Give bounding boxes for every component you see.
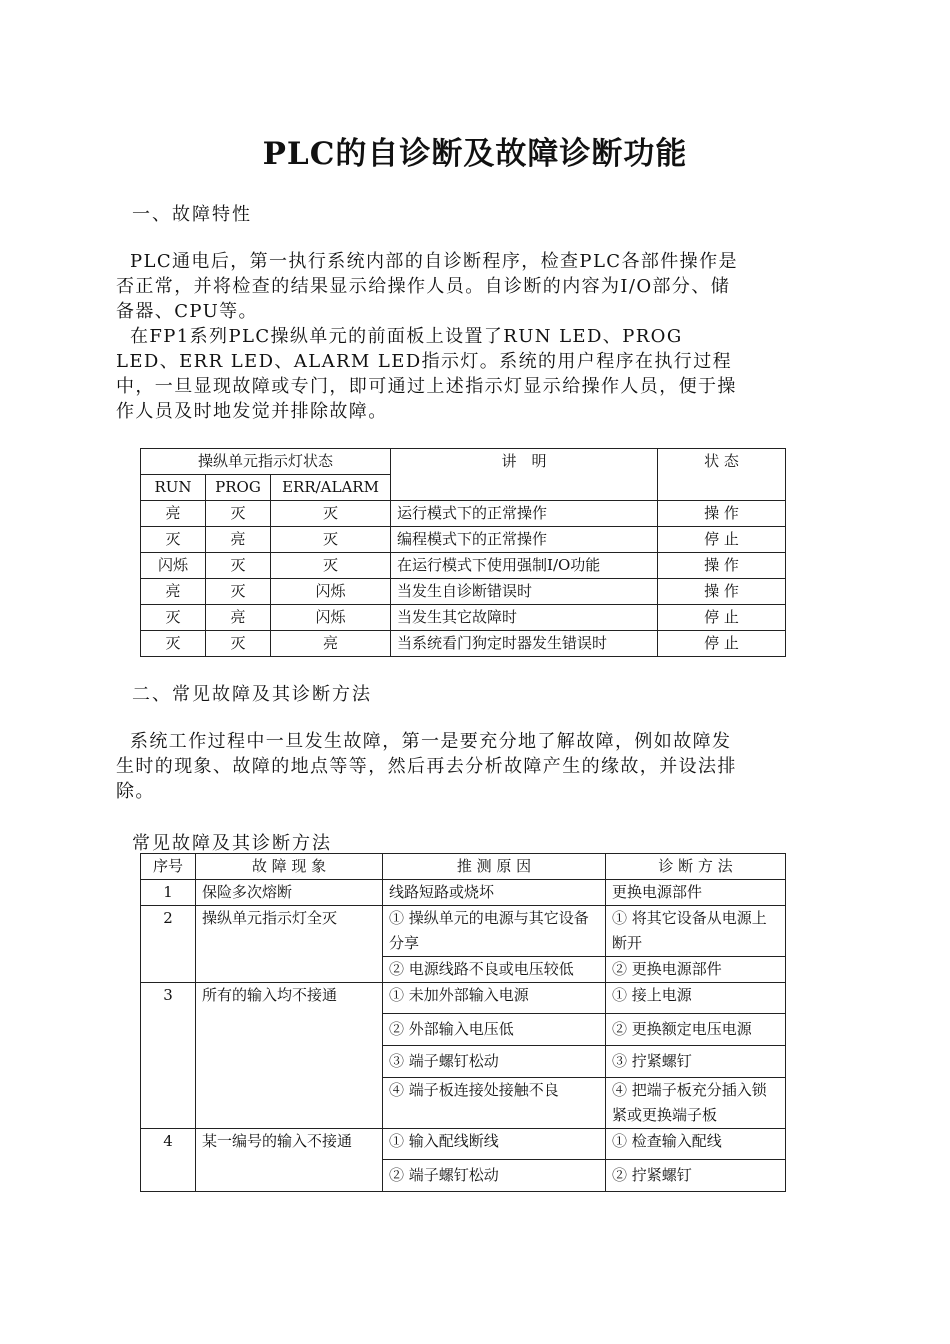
run-header: RUN — [141, 475, 206, 501]
cause-cell: ② 外部输入电压低 — [383, 1014, 606, 1046]
desc-cell: 当发生其它故障时 — [391, 605, 658, 631]
table-row — [141, 631, 786, 657]
paragraph-line: 系统工作过程中一旦发生故障，第一是要充分地了解故障，例如故障发 — [130, 731, 732, 752]
cause-cell: ② 电源线路不良或电压较低 — [383, 957, 606, 983]
cause-cell: ① 未加外部输入电源 — [383, 983, 606, 1014]
paragraph-line: PLC通电后，第一执行系统内部的自诊断程序，检查PLC各部件操作是 — [130, 251, 738, 272]
indicator-status-table — [140, 448, 786, 657]
cause-cell: 线路短路或烧坏 — [383, 880, 606, 906]
method-cell: ② 更换电源部件 — [606, 957, 786, 983]
table-row — [141, 605, 786, 631]
method-cell: ① 检查输入配线 — [606, 1129, 786, 1160]
run-cell: 灭 — [141, 605, 206, 631]
paragraph-line: 生时的现象、故障的地点等等，然后再去分析故障产生的缘故，并设法排 — [116, 756, 737, 777]
method-cell: ① 将其它设备从电源上断开 — [606, 906, 786, 957]
run-cell: 闪烁 — [141, 553, 206, 579]
err-cell: 灭 — [271, 527, 391, 553]
state-header: 状 态 — [658, 449, 786, 501]
method-cell: ② 拧紧螺钉 — [606, 1160, 786, 1192]
cause-header: 推 测 原 因 — [383, 854, 606, 880]
err-cell: 闪烁 — [271, 579, 391, 605]
err-cell: 灭 — [271, 553, 391, 579]
state-cell: 操 作 — [658, 501, 786, 527]
no-header: 序号 — [141, 854, 196, 880]
state-cell: 操 作 — [658, 579, 786, 605]
method-header: 诊 断 方 法 — [606, 854, 786, 880]
paragraph-line: 中，一旦显现故障或专门，即可通过上述指示灯显示给操作人员，便于操 — [116, 376, 737, 397]
prog-cell: 灭 — [206, 553, 271, 579]
desc-cell: 运行模式下的正常操作 — [391, 501, 658, 527]
prog-header: PROG — [206, 475, 271, 501]
cause-cell: ① 输入配线断线 — [383, 1129, 606, 1160]
cause-cell: ② 端子螺钉松动 — [383, 1160, 606, 1192]
prog-cell: 灭 — [206, 579, 271, 605]
state-cell: 停 止 — [658, 605, 786, 631]
cause-cell: ③ 端子螺钉松动 — [383, 1046, 606, 1078]
symptom-cell: 某一编号的输入不接通 — [196, 1129, 383, 1192]
cause-cell: ① 操纵单元的电源与其它设备分享 — [383, 906, 606, 957]
table-row — [141, 906, 786, 957]
table-row — [141, 1129, 786, 1160]
symptom-header: 故 障 现 象 — [196, 854, 383, 880]
paragraph-line: 在FP1系列PLC操纵单元的前面板上设置了RUN LED、PROG — [130, 326, 683, 347]
prog-cell: 亮 — [206, 527, 271, 553]
run-cell: 灭 — [141, 631, 206, 657]
err-cell: 灭 — [271, 501, 391, 527]
err-alarm-header: ERR/ALARM — [271, 475, 391, 501]
method-cell: ④ 把端子板充分插入锁紧或更换端子板 — [606, 1078, 786, 1129]
prog-cell: 灭 — [206, 631, 271, 657]
fault-diagnosis-table — [140, 853, 786, 1192]
indicator-group-header: 操纵单元指示灯状态 — [141, 449, 391, 475]
run-cell: 灭 — [141, 527, 206, 553]
paragraph-line: 作人员及时地发觉并排除故障。 — [116, 401, 388, 422]
table-row — [141, 880, 786, 906]
table-row — [141, 579, 786, 605]
method-cell: 更换电源部件 — [606, 880, 786, 906]
table-caption: 常见故障及其诊断方法 — [132, 833, 332, 854]
paragraph-intro — [116, 249, 832, 324]
description-header: 讲 明 — [391, 449, 658, 501]
state-cell: 停 止 — [658, 631, 786, 657]
method-cell: ① 接上电源 — [606, 983, 786, 1014]
paragraph-diagnosis — [116, 729, 832, 804]
desc-cell: 在运行模式下使用强制I/O功能 — [391, 553, 658, 579]
desc-cell: 编程模式下的正常操作 — [391, 527, 658, 553]
table-row — [141, 553, 786, 579]
paragraph-line: 备器、CPU等。 — [116, 301, 258, 322]
run-cell: 亮 — [141, 501, 206, 527]
symptom-cell: 所有的输入均不接通 — [196, 983, 383, 1129]
prog-cell: 灭 — [206, 501, 271, 527]
paragraph-line: LED、ERR LED、ALARM LED指示灯。系统的用户程序在执行过程 — [116, 351, 732, 372]
table-row — [141, 527, 786, 553]
err-cell: 闪烁 — [271, 605, 391, 631]
no-cell: 3 — [141, 983, 196, 1129]
desc-cell: 当发生自诊断错误时 — [391, 579, 658, 605]
table-row — [141, 983, 786, 1014]
err-cell: 亮 — [271, 631, 391, 657]
prog-cell: 亮 — [206, 605, 271, 631]
symptom-cell: 操纵单元指示灯全灭 — [196, 906, 383, 983]
no-cell: 4 — [141, 1129, 196, 1192]
paragraph-line: 除。 — [116, 781, 155, 802]
paragraph-indicators — [116, 324, 832, 424]
method-cell: ② 更换额定电压电源 — [606, 1014, 786, 1046]
symptom-cell: 保险多次熔断 — [196, 880, 383, 906]
section-heading-1: 一、故障特性 — [132, 204, 252, 225]
state-cell: 操 作 — [658, 553, 786, 579]
desc-cell: 当系统看门狗定时器发生错误时 — [391, 631, 658, 657]
run-cell: 亮 — [141, 579, 206, 605]
table-row — [141, 501, 786, 527]
paragraph-line: 否正常，并将检查的结果显示给操作人员。自诊断的内容为I/O部分、储 — [116, 276, 731, 297]
cause-cell: ④ 端子板连接处接触不良 — [383, 1078, 606, 1129]
section-heading-2: 二、常见故障及其诊断方法 — [132, 684, 372, 705]
no-cell: 2 — [141, 906, 196, 983]
document-title: PLC的自诊断及故障诊断功能 — [262, 136, 688, 172]
no-cell: 1 — [141, 880, 196, 906]
state-cell: 停 止 — [658, 527, 786, 553]
method-cell: ③ 拧紧螺钉 — [606, 1046, 786, 1078]
